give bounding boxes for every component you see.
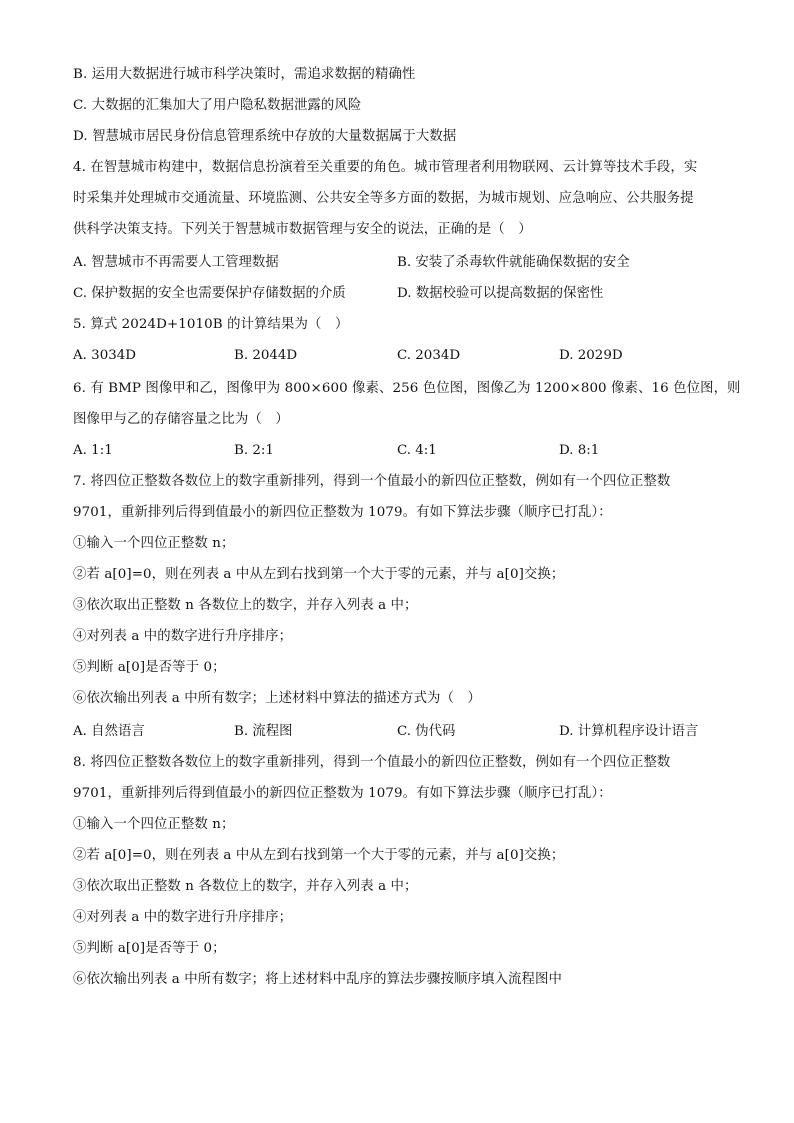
q8-stem-line-2: 9701，重新排列后得到值最小的新四位正整数为 1079。有如下算法步骤（顺序已打乱）： [73,786,612,801]
q8-step-6: ⑥依次输出列表 a 中所有数字；将上述材料中乱序的算法步骤按顺序填入流程图中 [73,972,562,987]
q7-option-a: A. 自然语言 [73,724,145,739]
q7-stem-line-2: 9701，重新排列后得到值最小的新四位正整数为 1079。有如下算法步骤（顺序已打乱）： [73,505,612,520]
q5-option-d: D. 2029D [559,348,623,363]
q7-option-c: C. 伪代码 [397,724,456,739]
q4-option-c: C. 保护数据的安全也需要保护存储数据的介质 [73,286,346,301]
q5-option-a: A. 3034D [73,348,136,363]
q7-step-2: ②若 a[0]=0，则在列表 a 中从左到右找到第一个大于零的元素，并与 a[0]交换； [73,567,565,582]
q7-step-3: ③依次取出正整数 n 各数位上的数字，并存入列表 a 中； [73,598,418,613]
prev-option-d: D. 智慧城市居民身份信息管理系统中存放的大量数据属于大数据 [73,129,457,144]
prev-option-c: C. 大数据的汇集加大了用户隐私数据泄露的风险 [73,98,362,113]
q5-option-b: B. 2044D [234,348,298,363]
q8-step-5: ⑤判断 a[0]是否等于 0； [73,941,226,956]
q8-step-3: ③依次取出正整数 n 各数位上的数字，并存入列表 a 中； [73,879,418,894]
q6-stem-line-1: 6. 有 BMP 图像甲和乙，图像甲为 800×600 像素、256 色位图，图像乙为 1200×800 像素、16 色位图，则 [73,381,741,396]
q4-option-a: A. 智慧城市不再需要人工管理数据 [73,255,279,270]
q7-option-b: B. 流程图 [234,724,293,739]
prev-option-b: B. 运用大数据进行城市科学决策时，需追求数据的精确性 [73,67,416,82]
q6-option-d: D. 8:1 [559,443,600,458]
q8-stem-line-1: 8. 将四位正整数各数位上的数字重新排列，得到一个值最小的新四位正整数，例如有一个四位正整数 [73,755,671,770]
q8-step-1: ①输入一个四位正整数 n； [73,817,235,832]
q4-stem-line-3: 供科学决策支持。下列关于智慧城市数据管理与安全的说法，正确的是（ ） [73,222,532,237]
q7-step-6: ⑥依次输出列表 a 中所有数字；上述材料中算法的描述方式为（ ） [73,691,482,706]
q7-option-d: D. 计算机程序设计语言 [559,724,699,739]
q4-stem-line-2: 时采集并处理城市交通流量、环境监测、公共安全等多方面的数据，为城市规划、应急响应、公共服务提 [73,191,694,206]
q4-option-b: B. 安装了杀毒软件就能确保数据的安全 [397,255,630,270]
q6-option-a: A. 1:1 [73,443,113,458]
q4-option-d: D. 数据校验可以提高数据的保密性 [397,286,604,301]
q5-option-c: C. 2034D [397,348,461,363]
q7-step-1: ①输入一个四位正整数 n； [73,536,235,551]
q8-step-2: ②若 a[0]=0，则在列表 a 中从左到右找到第一个大于零的元素，并与 a[0]交换； [73,848,565,863]
q7-step-4: ④对列表 a 中的数字进行升序排序； [73,629,293,644]
q4-stem-line-1: 4. 在智慧城市构建中，数据信息扮演着至关重要的角色。城市管理者利用物联网、云计算等技术手段，实 [73,160,698,175]
q6-stem-line-2: 图像甲与乙的存储容量之比为（ ） [73,412,289,427]
q6-option-b: B. 2:1 [234,443,274,458]
q7-stem-line-1: 7. 将四位正整数各数位上的数字重新排列，得到一个值最小的新四位正整数，例如有一个四位正整数 [73,474,671,489]
q6-option-c: C. 4:1 [397,443,437,458]
q7-step-5: ⑤判断 a[0]是否等于 0； [73,660,226,675]
q5-stem: 5. 算式 2024D+1010B 的计算结果为（ ） [73,317,349,332]
q8-step-4: ④对列表 a 中的数字进行升序排序； [73,910,293,925]
